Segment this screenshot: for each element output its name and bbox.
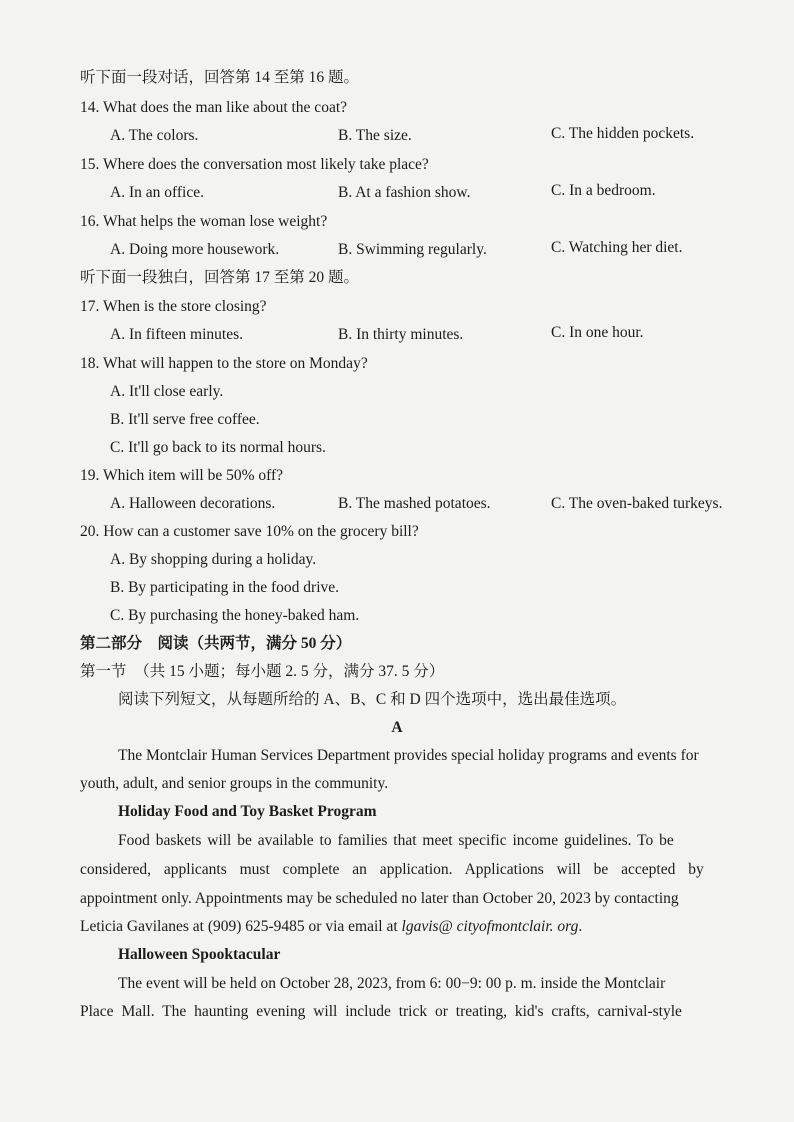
option-16c: C. Watching her diet.: [551, 239, 683, 256]
option-18a: A. It'll close early.: [110, 383, 224, 400]
option-16a: A. Doing more housework.: [110, 241, 280, 258]
option-17a: A. In fifteen minutes.: [110, 326, 244, 343]
passage-label: A: [391, 719, 403, 736]
p1-line-3: appointment only. Appointments may be scheduled no later than October 20, 2023 by contacting: [80, 890, 679, 907]
question-17: 17. When is the store closing?: [80, 298, 267, 315]
option-18c: C. It'll go back to its normal hours.: [110, 439, 326, 456]
p1-line-4-end: .: [578, 918, 583, 935]
question-18: 18. What will happen to the store on Monday?: [80, 355, 368, 372]
heading-holiday-food: Holiday Food and Toy Basket Program: [118, 803, 377, 820]
p1-line-1: Food baskets will be available to families that meet specific income guidelines. To be: [118, 832, 674, 849]
contact-email: lgavis@ cityofmontclair. org: [401, 918, 579, 935]
option-17b: B. In thirty minutes.: [338, 326, 464, 343]
option-14c: C. The hidden pockets.: [551, 125, 695, 142]
reading-instruction: 阅读下列短文，从每题所给的 A、B、C 和 D 四个选项中，选出最佳选项。: [118, 691, 627, 708]
question-19: 19. Which item will be 50% off?: [80, 467, 284, 484]
heading-halloween: Halloween Spooktacular: [118, 946, 281, 963]
passage-intro-line-1: The Montclair Human Services Department provides special holiday programs and events for: [118, 747, 699, 764]
option-18b: B. It'll serve free coffee.: [110, 411, 260, 428]
passage-intro-line-2: youth, adult, and senior groups in the community.: [80, 775, 389, 792]
reading-part-title: 第二部分 阅读（共两节，满分 50 分）: [80, 635, 352, 652]
question-16: 16. What helps the woman lose weight?: [80, 213, 328, 230]
p1-line-2: considered, applicants must complete an application. Applications will be accepted by: [80, 861, 704, 878]
option-16b: B. Swimming regularly.: [338, 241, 487, 258]
question-15: 15. Where does the conversation most likely take place?: [80, 156, 429, 173]
listening-intro-2: 听下面一段独白，回答第 17 至第 20 题。: [80, 269, 360, 286]
option-20c: C. By purchasing the honey-baked ham.: [110, 607, 360, 624]
p2-line-2: Place Mall. The haunting evening will include trick or treating, kid's crafts, carnival-style: [80, 1003, 682, 1020]
option-19b: B. The mashed potatoes.: [338, 495, 491, 512]
option-15c: C. In a bedroom.: [551, 182, 656, 199]
p2-line-1: The event will be held on October 28, 2023, from 6: 00−9: 00 p. m. inside the Montclair: [118, 975, 666, 992]
option-14a: A. The colors.: [110, 127, 199, 144]
question-20: 20. How can a customer save 10% on the grocery bill?: [80, 523, 419, 540]
option-20a: A. By shopping during a holiday.: [110, 551, 317, 568]
option-15a: A. In an office.: [110, 184, 204, 201]
listening-intro-1: 听下面一段对话，回答第 14 至第 16 题。: [80, 69, 360, 86]
p1-line-4: [80, 917, 582, 937]
option-14b: B. The size.: [338, 127, 412, 144]
question-14: 14. What does the man like about the coat?: [80, 99, 348, 116]
option-15b: B. At a fashion show.: [338, 184, 471, 201]
option-19c: C. The oven-baked turkeys.: [551, 495, 723, 512]
p1-line-4-text: Leticia Gavilanes at (909) 625-9485 or via email at: [80, 918, 402, 935]
option-20b: B. By participating in the food drive.: [110, 579, 340, 596]
reading-section-title: 第一节 （共 15 小题；每小题 2. 5 分，满分 37. 5 分）: [80, 663, 445, 680]
option-19a: A. Halloween decorations.: [110, 495, 276, 512]
option-17c: C. In one hour.: [551, 324, 644, 341]
